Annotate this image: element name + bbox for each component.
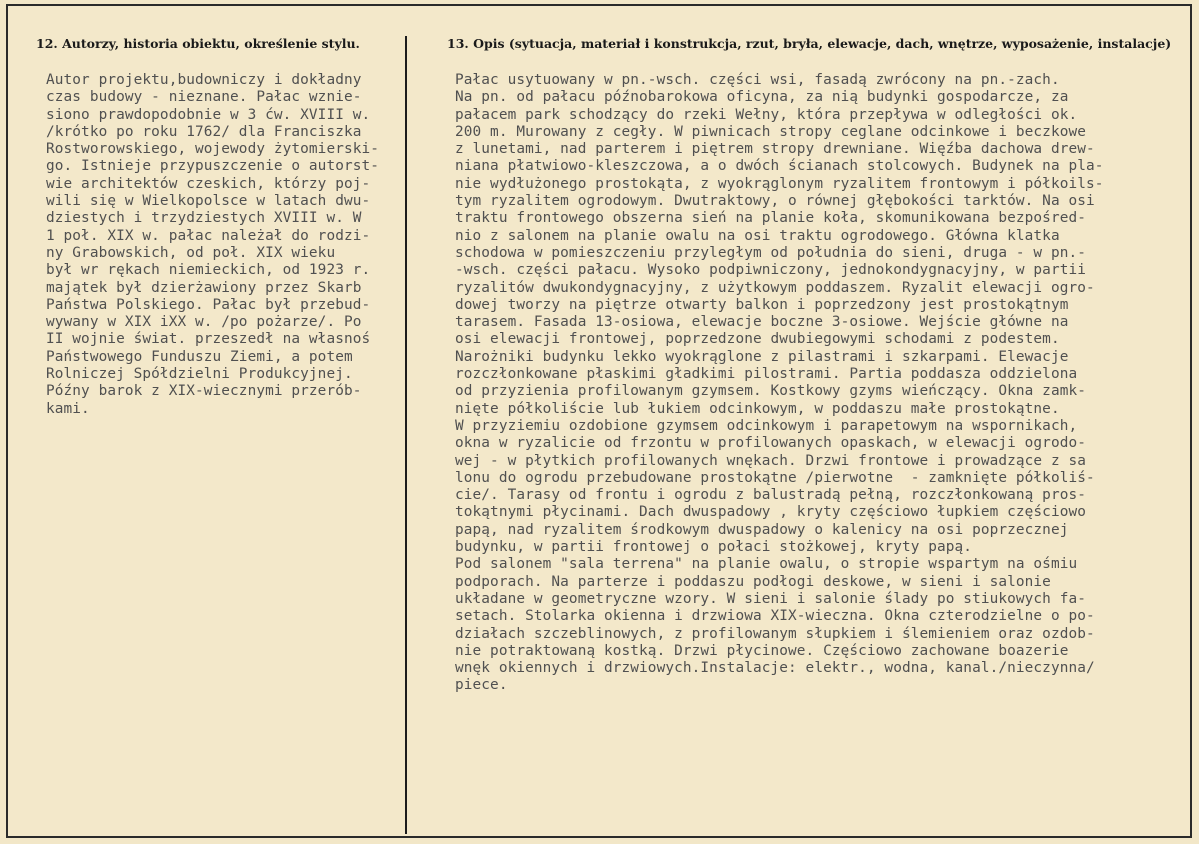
text-line: 200 m. Murowany z cegły. W piwnicach stropy ceglane odcinkowe i beczkowe (455, 123, 1086, 140)
text-line: Późny barok z XIX-wiecznymi przerób- (46, 383, 362, 400)
text-line: siono prawdopodobnie w 3 ćw. XVIII w. (46, 106, 371, 123)
text-line: Pod salonem "sala terrena" na planie owalu, o stropie wspartym na ośmiu (455, 556, 1078, 573)
text-line: cie/. Tarasy od frontu i ogrodu z balustradą pełną, rozczłonkowaną pros- (455, 487, 1086, 504)
text-line: osi elewacji frontowej, poprzedzone dwubiegowymi schodami z podestem. (455, 331, 1060, 348)
text-line: niana płatwiowo-kleszczowa, a o dwóch ścianach stolcowych. Budynek na pla- (455, 158, 1104, 175)
text-line: Rolniczej Spółdzielni Produkcyjnej. (46, 366, 353, 383)
text-line: nio z salonem na planie owalu na osi traktu ogrodowego. Główna klatka (455, 227, 1060, 244)
text-line: II wojnie świat. przeszedł na własnoś (46, 331, 371, 348)
text-line: czas budowy - nieznane. Pałac wznie- (46, 89, 362, 106)
text-line: schodowa w pomieszczeniu przyległym od południa do sieni, druga - w pn.- (455, 244, 1086, 261)
text-line: okna w ryzalicie od frzontu w profilowanych opaskach, w elewacji ogrodo- (455, 435, 1086, 452)
section-12-heading: 12. Autorzy, historia obiektu, określenie stylu. (36, 36, 360, 51)
text-line: traktu frontowego obszerna sień na planie koła, skomunikowana bezpośred- (455, 210, 1086, 227)
text-line: układane w geometryczne wzory. W sieni i salonie ślady po stiukowych fa- (455, 590, 1086, 607)
text-line: nie wydłużonego prostokąta, z wyokrąglonym ryzalitem frontowym i półkoils- (455, 175, 1104, 192)
text-line: wnęk okiennych i drzwiowych.Instalacje: elektr., wodna, kanal./nieczynna/ (455, 660, 1095, 677)
text-line: pałacem park schodzący do rzeki Wełny, która przepływa w odległości ok. (455, 106, 1078, 123)
text-line: nięte półkoliście lub łukiem odcinkowym, w poddaszu małe prostokątne. (455, 400, 1060, 417)
text-line: od przyzienia profilowanym gzymsem. Kostkowy gzyms wieńczący. Okna zamk- (455, 383, 1086, 400)
text-line: 1 poł. XIX w. pałac należał do rodzi- (46, 227, 371, 244)
text-line: był wr rękach niemieckich, od 1923 r. (46, 262, 371, 279)
text-line: kami. (46, 400, 90, 417)
text-line: Pałac usytuowany w pn.-wsch. części wsi, fasadą zwrócony na pn.-zach. (455, 72, 1060, 88)
text-line: -wsch. części pałacu. Wysoko podpiwniczony, jednokondygnacyjny, w partii (455, 262, 1086, 279)
text-line: lonu do ogrodu przebudowane prostokątne /pierwotne - zamknięte półkoliś- (455, 469, 1095, 486)
text-line: wili się w Wielkopolsce w latach dwu- (46, 193, 371, 210)
text-line: tarasem. Fasada 13-osiowa, elewacje boczne 3-osiowe. Wejście główne na (455, 314, 1069, 331)
text-line: Państwa Polskiego. Pałac był przebud- (46, 296, 371, 313)
text-line: setach. Stolarka okienna i drzwiowa XIX-wieczna. Okna czterodzielne o po- (455, 608, 1095, 625)
text-line: dziestych i trzydziestych XVIII w. W (46, 210, 362, 227)
text-line: majątek był dzierżawiony przez Skarb (46, 279, 362, 296)
text-line: tokątnymi płycinami. Dach dwuspadowy , kryty częściowo łupkiem częściowo (455, 504, 1086, 521)
text-line: ny Grabowskich, od poł. XIX wieku (46, 244, 336, 261)
text-line: nie potraktowaną kostką. Drzwi płycinowe. Częściowo zachowane boazerie (455, 642, 1069, 659)
text-line: budynku, w partii frontowej o połaci stożkowej, kryty papą. (455, 539, 973, 556)
text-line: wywany w XIX iXX w. /po pożarze/. Po (46, 314, 362, 331)
text-line: /krótko po roku 1762/ dla Franciszka (46, 123, 362, 140)
text-line: piece. (455, 677, 508, 694)
text-line: ryzalitów dwukondygnacyjny, z użytkowym poddaszem. Ryzalit elewacji ogro- (455, 279, 1095, 296)
section-12-text (46, 72, 379, 418)
text-line: dowej tworzy na piętrze otwarty balkon i poprzedzony jest prostokątnym (455, 296, 1069, 313)
text-line: go. Istnieje przypuszczenie o autorst- (46, 158, 380, 175)
text-line: Państwowego Funduszu Ziemi, a potem (46, 348, 353, 365)
text-line: Na pn. od pałacu późnobarokowa oficyna, za nią budynki gospodarcze, za (455, 89, 1069, 106)
section-13-text (455, 72, 1104, 695)
text-line: tym ryzalitem ogrodowym. Dwutraktowy, o równej głębokości tarktów. Na osi (455, 193, 1095, 210)
text-line: W przyziemiu ozdobione gzymsem odcinkowym i parapetowym na wspornikach, (455, 417, 1078, 434)
text-line: rozczłonkowane płaskimi gładkimi pilostrami. Partia poddasza oddzielona (455, 366, 1078, 383)
text-line: wej - w płytkich profilowanych wnękach. Drzwi frontowe i prowadzące z sa (455, 452, 1086, 469)
column-divider (405, 36, 407, 834)
text-line: podporach. Na parterze i poddaszu podłogi deskowe, w sieni i salonie (455, 573, 1051, 590)
text-line: działach szczeblinowych, z profilowanym słupkiem i ślemieniem oraz ozdob- (455, 625, 1095, 642)
section-13-heading: 13. Opis (sytuacja, materiał i konstrukcja, rzut, bryła, elewacje, dach, wnętrze, wyposażenie, instalacje) (447, 36, 1172, 51)
text-line: z lunetami, nad parterem i piętrem stropy drewniane. Więźba dachowa drew- (455, 141, 1095, 158)
text-line: Rostworowskiego, wojewody żytomierski- (46, 141, 380, 158)
text-line: wie architektów czeskich, którzy poj- (46, 175, 371, 192)
text-line: papą, nad ryzalitem środkowym dwuspadowy o kalenicy na osi poprzecznej (455, 521, 1069, 538)
text-line: Autor projektu,budowniczy i dokładny (46, 72, 362, 88)
text-line: Narożniki budynku lekko wyokrąglone z pilastrami i szkarpami. Elewacje (455, 348, 1069, 365)
